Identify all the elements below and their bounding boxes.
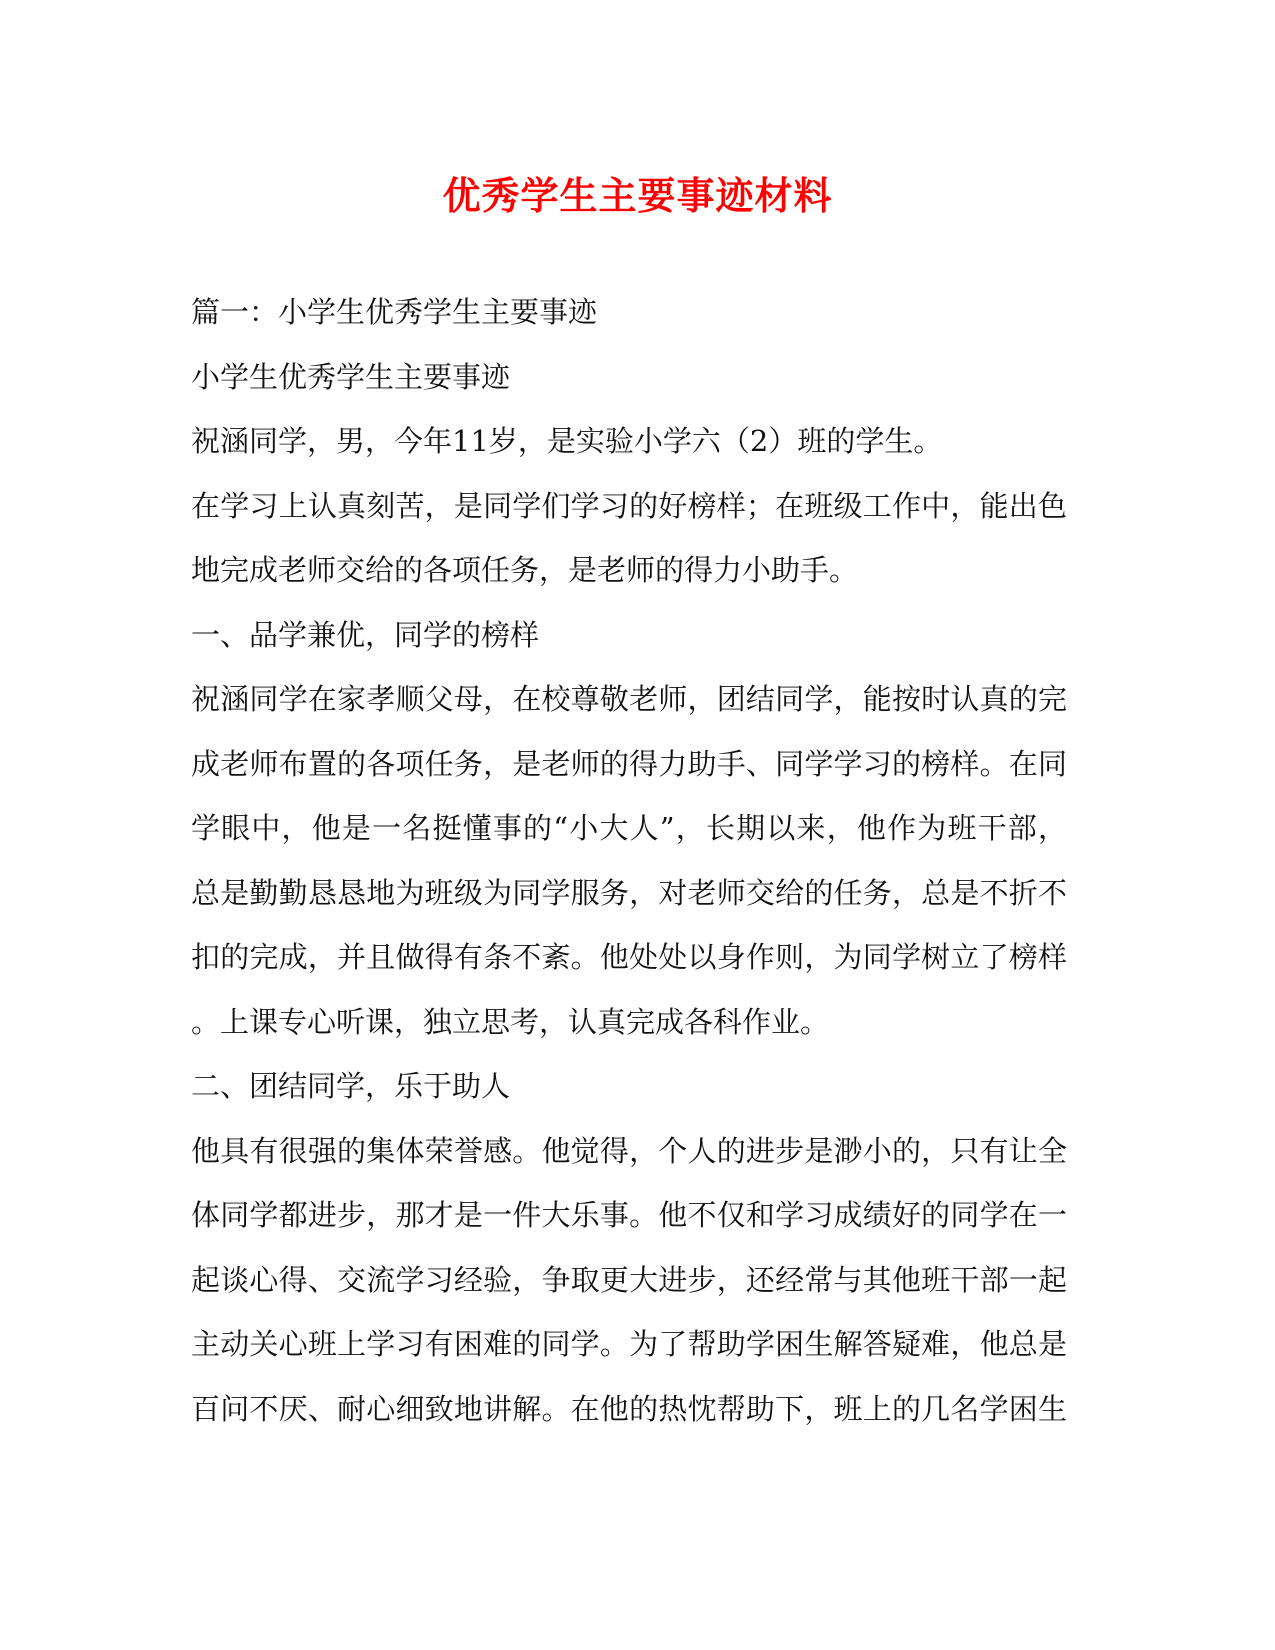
paragraph-line: 百问不厌、耐心细致地讲解。在他的热忱帮助下，班上的几名学困生 (191, 1391, 1067, 1426)
paragraph-line: 学眼中，他是一名挺懂事的“小大人”，长期以来，他作为班干部， (191, 811, 1067, 845)
section-heading: 篇一：小学生优秀学生主要事迹 (191, 295, 598, 329)
paragraph-line: 起谈心得、交流学习经验，争取更大进步，还经常与其他班干部一起 (191, 1262, 1067, 1297)
paragraph-line: 主动关心班上学习有困难的同学。为了帮助学困生解答疑难，他总是 (191, 1327, 1067, 1361)
paragraph-line: 他具有很强的集体荣誉感。他觉得，个人的进步是渺小的，只有让全 (191, 1133, 1067, 1168)
section-heading: 二、团结同学，乐于助人 (191, 1069, 511, 1103)
document-title: 优秀学生主要事迹材料 (442, 173, 833, 218)
paragraph-line: 在学习上认真刻苦，是同学们学习的好榜样；在班级工作中，能出色 (191, 488, 1067, 523)
paragraph-line: 祝涵同学，男，今年11岁，是实验小学六（2）班的学生。 (191, 424, 943, 458)
section-heading: 一、品学兼优，同学的榜样 (191, 617, 540, 652)
paragraph-line: 体同学都进步，那才是一件大乐事。他不仅和学习成绩好的同学在一 (191, 1198, 1067, 1232)
paragraph-line: 地完成老师交给的各项任务，是老师的得力小助手。 (191, 553, 859, 587)
paragraph-line: 祝涵同学在家孝顺父母，在校尊敬老师，团结同学，能按时认真的完 (191, 682, 1067, 716)
document-body (191, 280, 1067, 1441)
paragraph-line: 总是勤勤恳恳地为班级为同学服务，对老师交给的任务，总是不折不 (191, 875, 1067, 910)
paragraph-line: 成老师布置的各项任务，是老师的得力助手、同学学习的榜样。在同 (191, 746, 1067, 781)
paragraph-line: 。上课专心听课，独立思考，认真完成各科作业。 (191, 1004, 830, 1039)
paragraph-line: 扣的完成，并且做得有条不紊。他处处以身作则，为同学树立了榜样 (191, 940, 1067, 974)
subheading: 小学生优秀学生主要事迹 (191, 359, 511, 394)
